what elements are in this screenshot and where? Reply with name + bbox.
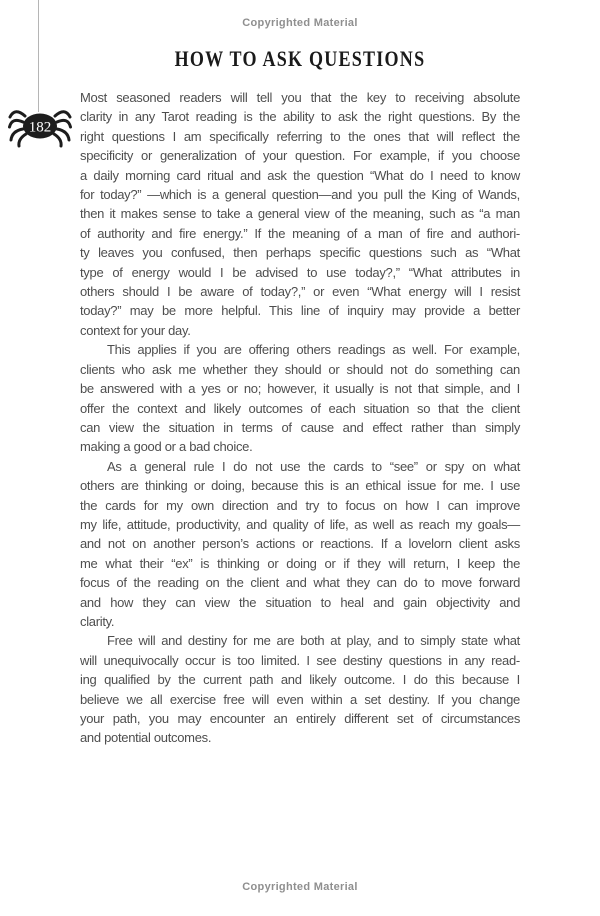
text-line: Free will and destiny for me are both at play, and to simply state what	[107, 633, 520, 649]
chapter-title: HOW TO ASK QUESTIONS	[174, 46, 426, 71]
text-line: type of energy would I be advised to use today?,” “What attributes in	[80, 264, 520, 280]
text-line: As a general rule I do not use the cards to “see” or spy on what	[107, 458, 521, 474]
text-line: for today?” —which is a general question—and you pull the King of Wands,	[80, 187, 520, 203]
text-line: clients who ask me whether they should or should not do something can	[80, 361, 520, 377]
text-line: specificity or generalization of your question. For example, if you choose	[80, 148, 520, 164]
text-line: me what their “ex” is thinking or doing or if they will return, I keep the	[80, 555, 521, 571]
text-line: will unequivocally occur is too limited. I see destiny questions in any read-	[80, 652, 520, 668]
copyright-notice-bottom: Copyrighted Material	[242, 881, 358, 893]
text-line: Most seasoned readers will tell you that the key to receiving absolute	[80, 90, 521, 105]
text-line: clarity.	[80, 613, 115, 629]
text-line: of authority and fire energy.” If the meaning of a man of fire and authori-	[80, 225, 520, 241]
spider-thread	[38, 0, 39, 112]
text-line: a daily morning card ritual and ask the question “What do I need to know	[80, 167, 521, 183]
text-line: others are thinking or doing, because this is an ethical issue for me. I use	[80, 478, 521, 494]
text-line: my life, attitude, productivity, and quality of life, as well as reach my goals—	[80, 516, 520, 532]
text-line: offer the context and likely outcomes of each situation so that the client	[80, 400, 520, 416]
text-line: context for your day.	[80, 322, 191, 338]
text-line: This applies if you are offering others readings as well. For example,	[107, 342, 520, 358]
text-line: can view the situation in terms of cause and effect rather than simply	[80, 419, 521, 435]
text-line: today?” may be more helpful. This line of inquiry may provide a better	[80, 303, 521, 319]
copyright-notice-top: Copyrighted Material	[242, 17, 358, 29]
text-line: clarity in any Tarot reading is the ability to ask the right questions. By the	[80, 109, 521, 125]
text-line: ing qualified by the current path and likely outcome. I do this because I	[80, 672, 520, 688]
text-line: believe we all exercise free will even within a set destiny. If you change	[80, 691, 520, 707]
text-line: making a good or a bad choice.	[80, 439, 253, 455]
text-line: the cards for my own direction and try to focus on how I can improve	[80, 497, 521, 513]
body-text	[80, 88, 520, 748]
text-line: be answered with a yes or no; however, it usually is not that simple, and I	[80, 381, 520, 397]
page-number: 182	[28, 119, 52, 136]
text-line: and how they can view the situation to heal and gain objectivity and	[80, 594, 521, 610]
text-line: and not on another person’s actions or reactions. If a lovelorn client asks	[80, 536, 520, 552]
text-line: your path, you may encounter an entirely different set of circumstances	[80, 711, 521, 726]
text-line: then it makes sense to take a general view of the meaning, such as “a man	[80, 206, 520, 222]
text-line: and potential outcomes.	[80, 730, 212, 746]
spider-page-number-icon	[8, 103, 72, 149]
text-line: others should I be aware of today?,” or even “What energy will I resist	[80, 284, 521, 300]
text-line: right questions I am specifically referring to the ones that will reflect the	[80, 128, 520, 144]
text-line: ty leaves you confused, then perhaps specific questions such as “What	[80, 245, 520, 261]
text-line: focus of the reading on the client and what they can do to move forward	[80, 575, 521, 591]
